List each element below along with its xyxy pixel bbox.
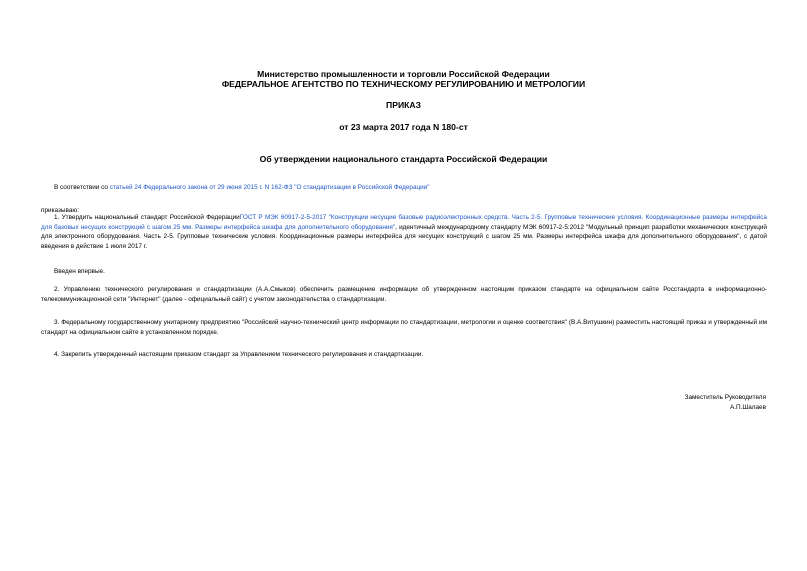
basis-prefix: В соответствии со	[54, 184, 110, 191]
item1-suffix: , идентичный международному стандарту МЭК 60917-2-5:2012 "Модульный принцип разработки механических конструкций для электронного оборудования. Часть 2-5. Групповые технические условия. Координационные размеры интерфейса для несущих конструкций с шагом 25 мм. Размеры интерфейса шкафа для дополнительного оборудования", с датой введения в действие 1 июля 2017 г.	[41, 223, 768, 250]
document-type: ПРИКАЗ	[386, 100, 421, 110]
standard-link[interactable]: ГОСТ Р МЭК 60917-2-5-2017 "Конструкции несущие базовые радиоэлектронных средств. Часть 2-5. Групповые технические условия. Координационные размеры интерфейса для базовых несущих конструкций с шагом 25 мм. Размеры интерфейса шкафа для дополнительного оборудования"	[41, 214, 767, 231]
ministry-heading: Министерство промышленности и торговли Российской Федерации	[257, 69, 550, 79]
order-item-3: 3. Федеральному государственному унитарному предприятию "Российский научно-технический центр информации по стандартизации, метрологии и оценке соответствия" (В.А.Витушкин) разместить настоящий приказ и утвержденный им стандарт на официальном сайте в установленном порядке.	[41, 319, 767, 336]
basis-paragraph	[41, 183, 767, 193]
signatory-position: Заместитель Руководителя	[684, 394, 766, 401]
orders-label: приказываю:	[41, 207, 79, 214]
document-date-number: от 23 марта 2017 года N 180-ст	[339, 122, 468, 132]
order-item-4: 4. Закрепить утвержденный настоящим приказом стандарт за Управлением технического регулирования и стандартизации.	[54, 351, 424, 358]
signatory-name: А.П.Шалаев	[729, 404, 766, 411]
law-link[interactable]: статьей 24 Федерального закона от 29 июня 2015 г. N 162-ФЗ "О стандартизации в Российской Федерации"	[109, 184, 430, 191]
document-title: Об утверждении национального стандарта Российской Федерации	[259, 154, 548, 164]
intro-note: Введен впервые.	[54, 268, 105, 275]
order-item-1	[41, 213, 767, 251]
agency-heading: ФЕДЕРАЛЬНОЕ АГЕНТСТВО ПО ТЕХНИЧЕСКОМУ РЕГУЛИРОВАНИЮ И МЕТРОЛОГИИ	[221, 79, 586, 89]
order-item-2: 2. Управлению технического регулирования и стандартизации (А.А.Смыков) обеспечить размещение информации об утвержденном настоящим приказом стандарте на официальном сайте Росстандарта в информационно-телекоммуникационной сети "Интернет" (далее - официальный сайт) с учетом законодательства о стандартизации.	[41, 286, 767, 303]
item1-prefix: 1. Утвердить национальный стандарт Российской Федерации	[54, 214, 240, 221]
